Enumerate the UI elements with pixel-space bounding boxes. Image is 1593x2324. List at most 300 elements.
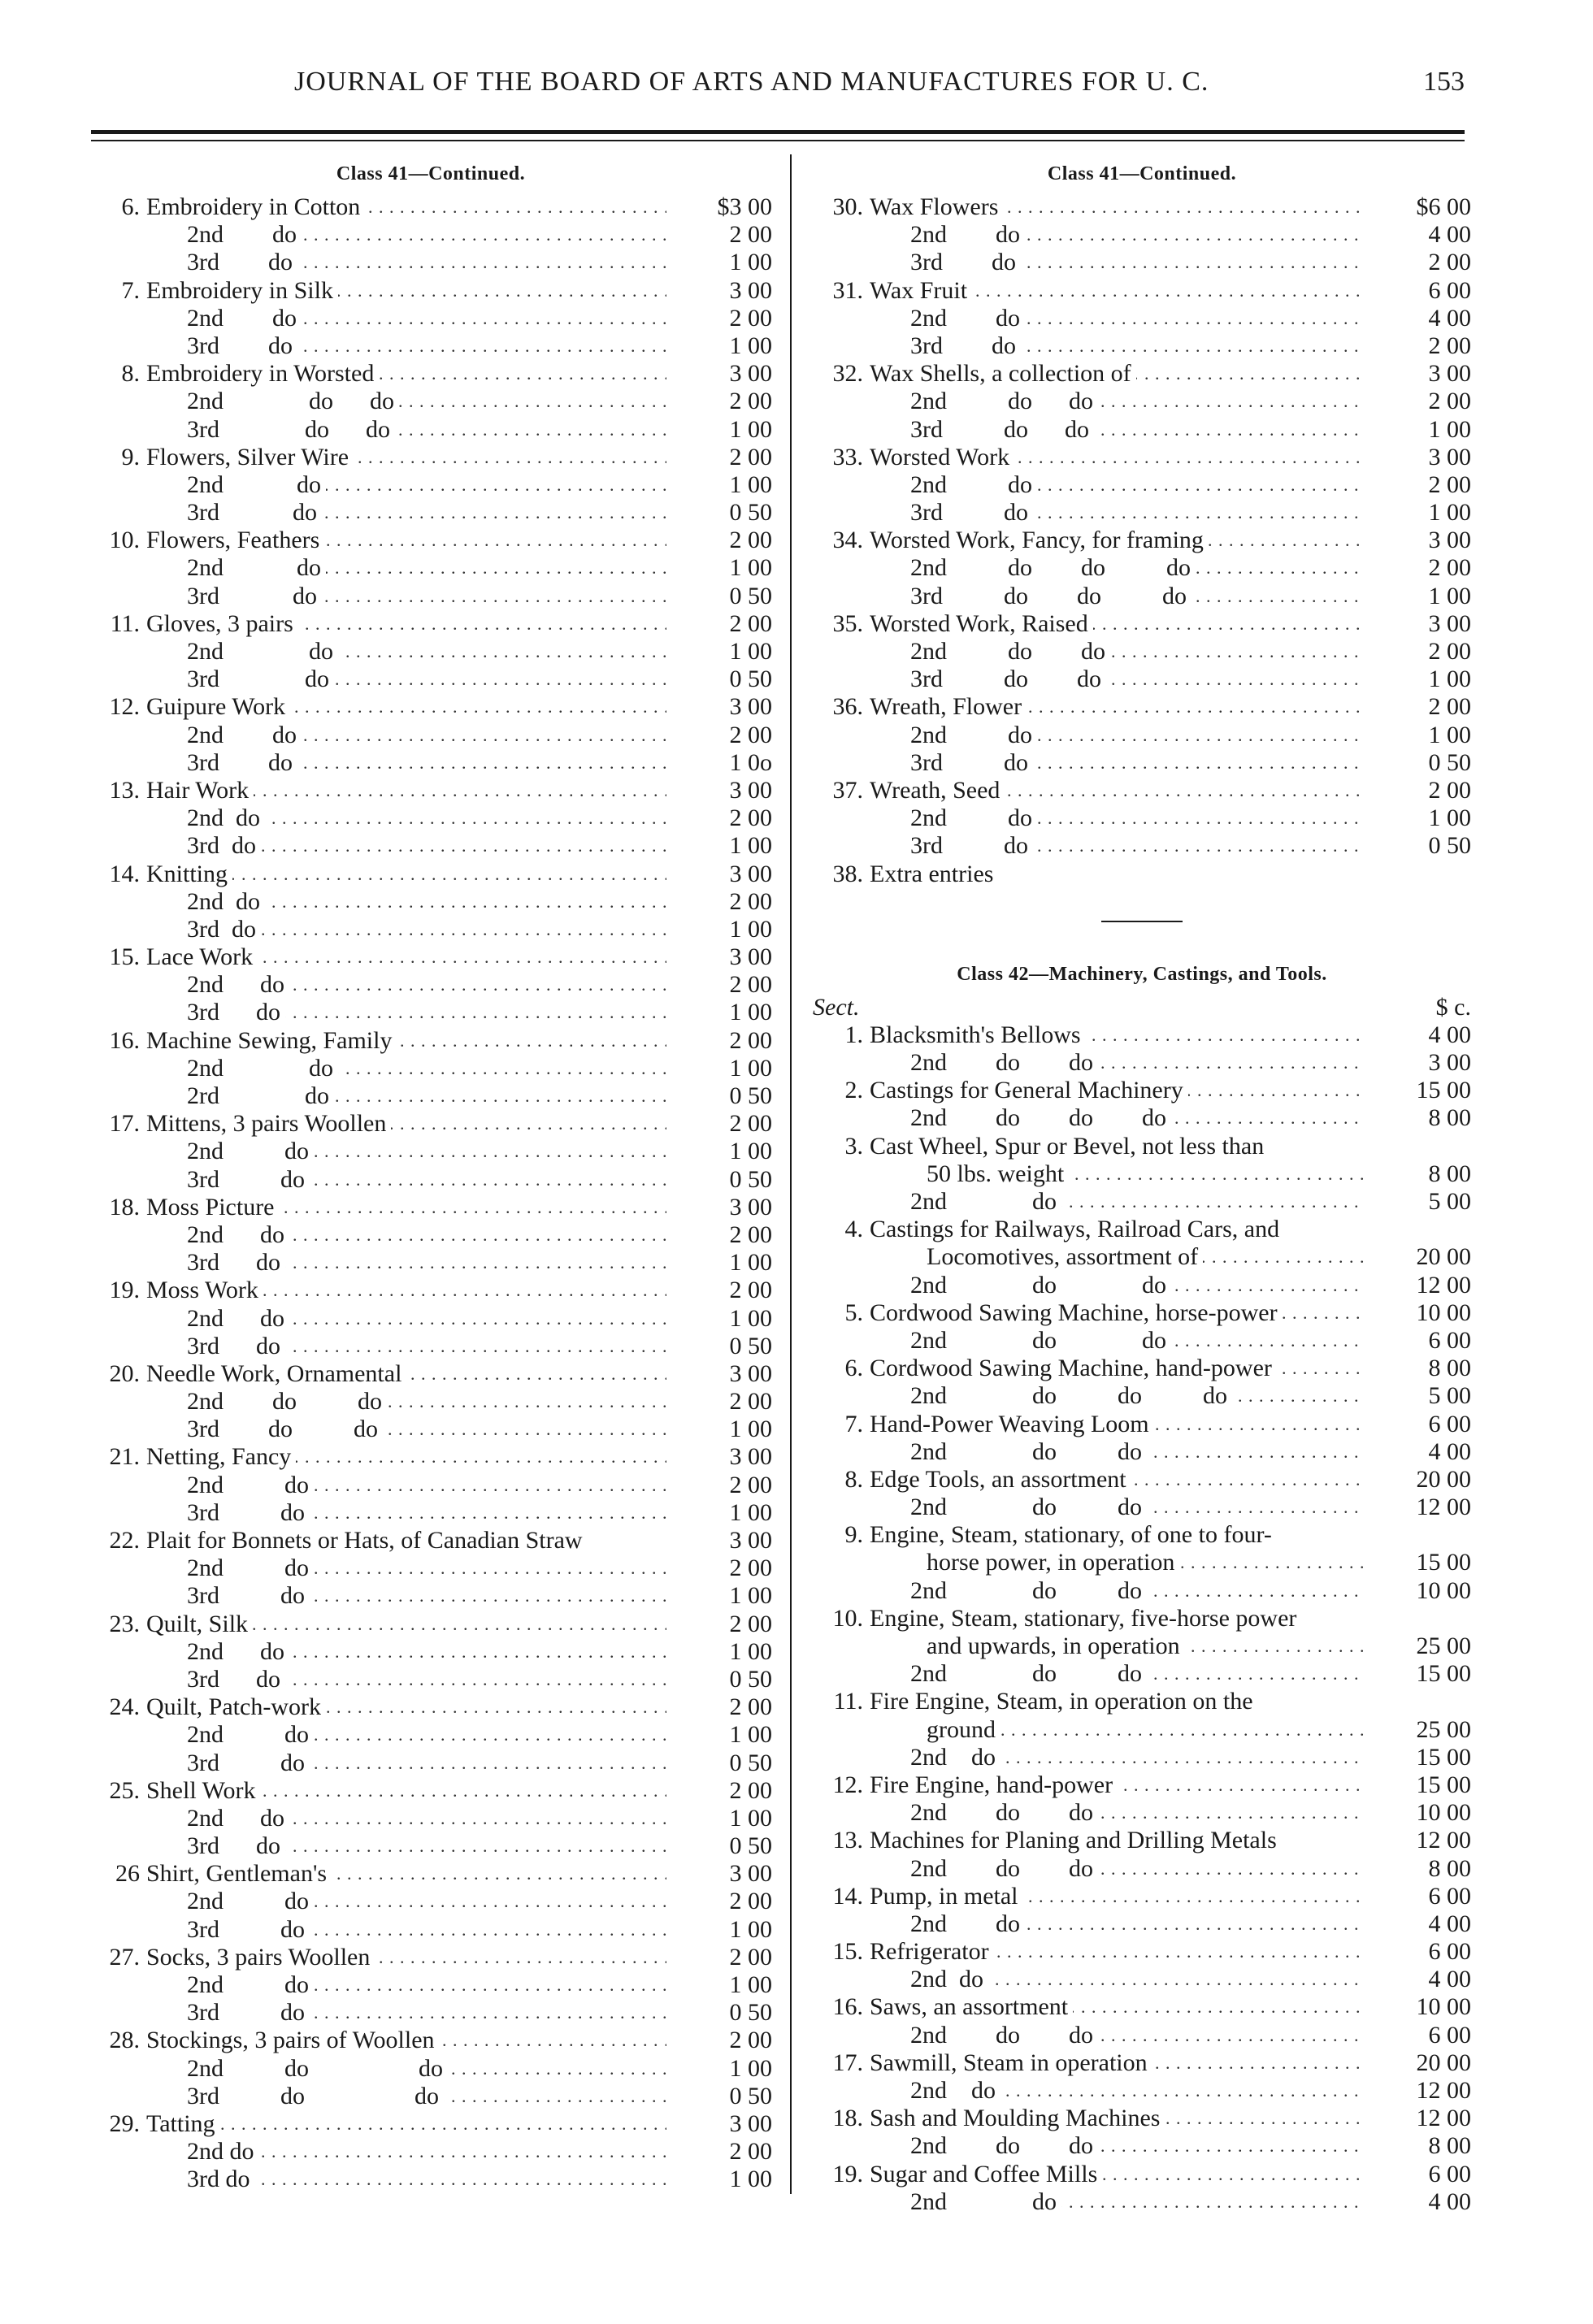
entry-number: 38. (832, 860, 863, 887)
prize-sub-row (813, 666, 1471, 693)
entry-label: 2nd do (187, 221, 302, 248)
entry-number: 26 (115, 1860, 140, 1888)
prize-sub-row (89, 1472, 772, 1499)
prize-amount: 1 00 (729, 1582, 772, 1610)
prize-sub-row (813, 1966, 1471, 1993)
prize-amount: 0 50 (1428, 832, 1471, 860)
prize-amount: 2 00 (1428, 470, 1471, 498)
entry-label: Sawmill, Steam in operation (870, 2049, 1152, 2076)
entry-label: 2nd do do (910, 1438, 1147, 1465)
list-item (813, 360, 1471, 388)
entry-label: Shell Work (146, 1777, 261, 1804)
entry-label: 2nd do do (910, 1855, 1098, 1882)
prize-amount: 1 00 (729, 999, 772, 1026)
entry-label: 3rd do do (910, 416, 1094, 443)
prize-sub-row (89, 471, 772, 499)
prize-amount: 1 00 (729, 2054, 772, 2082)
entry-label: Embroidery in Worsted (146, 360, 379, 387)
list-item (813, 193, 1471, 221)
entry-label: Engine, Steam, stationary, of one to four- (870, 1521, 1277, 1548)
prize-sub-row (89, 1221, 772, 1249)
prize-sub-row (89, 1999, 772, 2027)
prize-amount: 2 00 (729, 1554, 772, 1582)
entry-label: 2nd do (187, 1638, 289, 1665)
prize-amount: 8 00 (1428, 1355, 1471, 1382)
prize-amount: 3 00 (729, 693, 772, 721)
prize-amount: 2 00 (729, 1693, 772, 1721)
entry-continuation (813, 1549, 1471, 1576)
page-number: 153 (1423, 67, 1465, 97)
left-column (89, 154, 772, 2194)
entry-label: Quilt, Silk (146, 1611, 253, 1637)
entry-label: 2nd do do (910, 1799, 1098, 1826)
list-item (89, 360, 772, 388)
prize-sub-row (813, 221, 1471, 249)
entry-number: 18. (832, 2105, 863, 2132)
prize-sub-row (89, 1333, 772, 1360)
entry-number: 24. (109, 1693, 140, 1721)
prize-sub-row (813, 638, 1471, 666)
prize-amount: 2 00 (729, 388, 772, 415)
prize-sub-row (89, 999, 772, 1026)
entry-number: 13. (832, 1827, 863, 1854)
prize-amount: 6 00 (1428, 2160, 1471, 2187)
entry-label: Hair Work (146, 777, 254, 804)
prize-sub-row (89, 249, 772, 276)
prize-sub-row (89, 638, 772, 666)
list-item (813, 277, 1471, 305)
entry-label: 2nd do (187, 1305, 289, 1332)
entry-number: 28. (109, 2027, 140, 2054)
prize-amount: 8 00 (1428, 1104, 1471, 1132)
list-item (813, 1021, 1471, 1049)
prize-amount: 2 00 (729, 971, 772, 999)
prize-sub-row (813, 1272, 1471, 1299)
list-item (813, 1827, 1471, 1854)
entry-label: Shirt, Gentleman's (146, 1860, 332, 1887)
entry-label: 3rd do (187, 1249, 285, 1276)
entry-label: horse power, in operation (927, 1549, 1179, 1576)
entry-label: 2nd do (910, 471, 1037, 498)
prize-sub-row (89, 583, 772, 610)
prize-sub-row (813, 1799, 1471, 1827)
entry-label: 3rd do (910, 749, 1033, 776)
entry-number: 19. (109, 1277, 140, 1304)
entry-label: 2nd do (910, 1910, 1025, 1937)
list-item (89, 1611, 772, 1638)
entry-label: Wreath, Flower (870, 693, 1027, 720)
column-divider (790, 154, 792, 2194)
entry-label: Wax Fruit (870, 277, 972, 304)
prize-sub-row (89, 722, 772, 749)
entry-label: Locomotives, assortment of (927, 1243, 1203, 1270)
entry-number: 12. (109, 693, 140, 721)
prize-amount: 20 00 (1416, 2049, 1471, 2076)
entry-label: 3rd do (910, 332, 1021, 359)
list-item (813, 1299, 1471, 1327)
entry-list (89, 193, 772, 2194)
prize-amount: 2 00 (729, 1888, 772, 1915)
prize-amount: 4 00 (1428, 304, 1471, 332)
class-heading: Class 42—Machinery, Castings, and Tools. (957, 963, 1327, 985)
prize-sub-row (813, 388, 1471, 415)
entry-label: 2nd do (187, 1888, 314, 1914)
prize-amount: 2 00 (1428, 388, 1471, 415)
entry-number: 32. (832, 360, 863, 388)
entry-label: 3rd do (187, 249, 297, 275)
prize-amount: 3 00 (729, 776, 772, 804)
entry-number: 14. (832, 1882, 863, 1910)
prize-amount: 6 00 (1428, 1410, 1471, 1437)
prize-amount: 3 00 (729, 276, 772, 304)
entry-label: 2nd do do (910, 388, 1098, 414)
entry-label: 2nd do do (910, 1660, 1147, 1687)
prize-sub-row (89, 971, 772, 999)
prize-amount: 1 00 (729, 332, 772, 359)
entry-number: 16. (832, 1993, 863, 2021)
entry-number: 9. (121, 443, 140, 470)
prize-amount: 3 00 (729, 1193, 772, 1221)
prize-amount: 2 00 (729, 527, 772, 554)
entry-label: Moss Picture (146, 1194, 280, 1221)
entry-label: Tatting (146, 2110, 220, 2137)
entry-label: 3rd do do (910, 666, 1106, 692)
prize-sub-row (89, 888, 772, 916)
list-item (813, 693, 1471, 721)
prize-amount: 10 00 (1416, 1299, 1471, 1326)
prize-amount: 2 00 (1428, 332, 1471, 359)
entry-label: 2nd do (187, 305, 302, 332)
entry-label: 3rd do (187, 832, 261, 859)
entry-label: Machine Sewing, Family (146, 1027, 397, 1054)
entry-label: 2nd do do (910, 2132, 1098, 2159)
entry-number: 7. (121, 276, 140, 304)
entry-label: Cordwood Sawing Machine, hand-power (870, 1355, 1277, 1381)
prize-amount: 3 00 (729, 1860, 772, 1888)
entry-label: 3rd do (187, 999, 285, 1025)
entry-label: 2nd do (187, 804, 265, 831)
prize-sub-row (813, 1327, 1471, 1355)
list-item (89, 943, 772, 971)
entry-label: 3rd do (187, 1166, 310, 1193)
list-item (813, 527, 1471, 554)
list-item (89, 1777, 772, 1805)
entry-number: 27. (109, 1943, 140, 1971)
entry-label: 2nd do (187, 1472, 314, 1498)
entry-label: 2nd do (187, 554, 326, 581)
entry-label: 2nd do (910, 2188, 1061, 2215)
entry-label: Worsted Work, Fancy, for framing (870, 527, 1209, 553)
entry-label: 3rd do (187, 1582, 310, 1609)
entry-label: 2rd do (187, 1082, 334, 1109)
entry-number: 10. (109, 527, 140, 554)
prize-amount: 0 50 (729, 1749, 772, 1776)
prize-amount: 1 00 (729, 1804, 772, 1832)
prize-sub-row (89, 1666, 772, 1693)
prize-sub-row (89, 1166, 772, 1194)
prize-sub-row (89, 1249, 772, 1277)
entry-number: 1. (844, 1021, 863, 1048)
entry-number: 6. (844, 1355, 863, 1382)
prize-sub-row (89, 916, 772, 943)
entry-label: 3rd do do do (910, 583, 1191, 609)
prize-amount: 1 00 (729, 1249, 772, 1277)
list-item (813, 1411, 1471, 1438)
entry-label: 2nd do do (910, 638, 1110, 665)
entry-label: 2nd do (187, 1221, 289, 1248)
entry-number: 12. (832, 1771, 863, 1798)
list-item (89, 1443, 772, 1471)
prize-amount: 1 00 (729, 1971, 772, 1998)
prize-sub-row (89, 2055, 772, 2083)
prize-amount: 0 50 (729, 666, 772, 693)
list-item (813, 1883, 1471, 1910)
prize-amount: 1 00 (729, 554, 772, 582)
prize-amount: 2 00 (729, 1221, 772, 1248)
entry-label: Guipure Work (146, 693, 290, 720)
prize-amount: 0 50 (729, 1332, 772, 1359)
prize-amount: 1 00 (729, 638, 772, 665)
entry-label: Sugar and Coffee Mills (870, 2161, 1102, 2187)
prize-amount: 1 00 (729, 1637, 772, 1665)
entry-label: Embroidery in Cotton (146, 193, 365, 220)
prize-amount: 3 00 (1428, 609, 1471, 637)
prize-sub-row (89, 1305, 772, 1333)
list-item (89, 861, 772, 888)
entry-number: 14. (109, 860, 140, 887)
entry-label: 2nd do (187, 888, 265, 915)
entry-label: 2nd do (187, 1055, 338, 1082)
entry-label: Machines for Planing and Drilling Metals (870, 1827, 1282, 1854)
prize-amount: 2 00 (1428, 554, 1471, 582)
prize-sub-row (813, 1188, 1471, 1216)
prize-amount: 1 00 (1428, 415, 1471, 443)
entry-label: 2nd do (910, 804, 1037, 831)
entry-continuation (813, 1716, 1471, 1744)
prize-sub-row (813, 1104, 1471, 1132)
header-rule-thin (91, 140, 1465, 141)
entry-number: 34. (832, 527, 863, 554)
list-item (89, 777, 772, 804)
prize-sub-row (89, 1638, 772, 1666)
prize-sub-row (89, 1055, 772, 1082)
entry-label: 2nd do (187, 638, 338, 665)
entry-label: Wax Flowers (870, 193, 1003, 220)
entry-label: 2nd do do (910, 1494, 1147, 1520)
entry-label: Flowers, Feathers (146, 527, 324, 553)
prize-sub-row (89, 832, 772, 860)
list-item (813, 1521, 1471, 1549)
entry-label: 3rd do (187, 1916, 310, 1943)
list-item (89, 1194, 772, 1221)
prize-amount: 2 00 (1428, 249, 1471, 276)
prize-amount: 10 00 (1416, 1993, 1471, 2021)
prize-sub-row (813, 1855, 1471, 1883)
list-item (89, 2027, 772, 2054)
list-item (89, 193, 772, 221)
prize-sub-row (89, 332, 772, 360)
prize-amount: 25 00 (1416, 1715, 1471, 1743)
entry-label: 2nd do do (910, 2022, 1098, 2049)
list-item (813, 1993, 1471, 2021)
prize-amount: 2 00 (729, 609, 772, 637)
prize-sub-row (813, 1744, 1471, 1771)
entry-number: 15. (109, 943, 140, 971)
entry-label: Engine, Steam, stationary, five-horse power (870, 1605, 1301, 1632)
prize-amount: 2 00 (729, 2027, 772, 2054)
entry-label: Gloves, 3 pairs (146, 610, 298, 637)
prize-sub-row (813, 2132, 1471, 2160)
prize-sub-row (813, 305, 1471, 332)
prize-amount: 2 00 (729, 2138, 772, 2166)
entry-number: 36. (832, 693, 863, 721)
prize-amount: 2 00 (729, 443, 772, 470)
list-item (89, 1110, 772, 1138)
prize-sub-row (89, 388, 772, 415)
entry-number: 5. (844, 1299, 863, 1326)
prize-sub-row (813, 583, 1471, 610)
prize-sub-row (89, 416, 772, 444)
prize-sub-row (89, 1721, 772, 1749)
entry-number: 29. (109, 2109, 140, 2137)
prize-sub-row (89, 1416, 772, 1443)
prize-amount: 15 00 (1416, 1549, 1471, 1576)
entry-label: 2nd do (187, 971, 289, 998)
prize-sub-row (89, 1832, 772, 1860)
list-item (89, 1360, 772, 1388)
prize-amount: 15 00 (1416, 1771, 1471, 1798)
list-item (89, 2110, 772, 2138)
entry-label: 2nd do (187, 1138, 314, 1164)
prize-amount: 2 00 (729, 804, 772, 832)
sect-label: Sect. (813, 993, 860, 1021)
entry-label: Plait for Bonnets or Hats, of Canadian Straw (146, 1527, 588, 1554)
entry-label: 2nd do do (187, 1388, 387, 1415)
entry-label: 3rd do (910, 499, 1033, 526)
list-item (813, 1605, 1471, 1632)
entry-label: 3rd do (187, 1832, 285, 1859)
prize-amount: 3 00 (729, 1359, 772, 1387)
prize-sub-row (89, 1888, 772, 1915)
entry-number: 25. (109, 1776, 140, 1804)
entry-label: Pump, in metal (870, 1883, 1023, 1910)
prize-sub-row (813, 749, 1471, 777)
entry-label: 2nd do (187, 722, 302, 748)
prize-sub-row (89, 2166, 772, 2193)
prize-sub-row (89, 2138, 772, 2166)
prize-amount: 0 50 (729, 1082, 772, 1109)
prize-sub-row (813, 1049, 1471, 1077)
entry-label: 3rd do (187, 1999, 310, 2026)
prize-amount: 6 00 (1428, 1882, 1471, 1910)
entry-label: Needle Work, Ornamental (146, 1360, 406, 1387)
prize-sub-row (89, 666, 772, 693)
prize-amount: 3 00 (729, 360, 772, 388)
entry-continuation (813, 1632, 1471, 1660)
list-item (813, 2105, 1471, 2132)
list-item (813, 1938, 1471, 1966)
entry-label: Castings for Railways, Railroad Cars, and (870, 1216, 1284, 1242)
list-item (813, 2161, 1471, 2188)
entry-label: Cast Wheel, Spur or Bevel, not less than (870, 1133, 1269, 1160)
prize-amount: 2 00 (729, 1943, 772, 1971)
prize-amount: 1 00 (729, 832, 772, 860)
list-item (89, 277, 772, 305)
prize-amount: 2 00 (1428, 693, 1471, 721)
prize-amount: 3 00 (1428, 1049, 1471, 1077)
entry-number: 11. (833, 1688, 863, 1715)
entry-label: 3rd do do (187, 1416, 383, 1442)
entry-number: 8. (844, 1465, 863, 1493)
prize-sub-row (89, 1138, 772, 1165)
prize-amount: 2 00 (729, 1776, 772, 1804)
entry-label: 3rd do (187, 2166, 255, 2192)
entry-label: 3rd do do (187, 416, 395, 443)
entry-number: 10. (832, 1604, 863, 1632)
entry-label: 3rd do (187, 916, 261, 943)
entry-continuation (813, 1243, 1471, 1271)
prize-amount: 1 00 (1428, 666, 1471, 693)
prize-amount: 3 00 (729, 943, 772, 971)
prize-amount: 15 00 (1416, 1660, 1471, 1688)
list-item (89, 1027, 772, 1055)
entry-number: 22. (109, 1527, 140, 1554)
list-item (813, 1771, 1471, 1799)
running-header (91, 67, 1465, 107)
prize-amount: 1 00 (729, 1416, 772, 1443)
prize-sub-row (813, 471, 1471, 499)
entry-label: Fire Engine, hand-power (870, 1771, 1118, 1798)
prize-amount: 10 00 (1416, 1799, 1471, 1827)
prize-amount: 12 00 (1416, 2105, 1471, 2132)
entry-number: 31. (832, 276, 863, 304)
prize-amount: 0 50 (729, 1999, 772, 2027)
prize-amount: 12 00 (1416, 1494, 1471, 1521)
prize-sub-row (89, 499, 772, 527)
prize-amount: 2 00 (729, 721, 772, 748)
entry-label: Extra entries (870, 861, 998, 887)
prize-sub-row (813, 1660, 1471, 1688)
prize-amount: 5 00 (1428, 1382, 1471, 1410)
prize-sub-row (89, 1805, 772, 1832)
list-item (813, 2049, 1471, 2077)
prize-amount: 25 00 (1416, 1632, 1471, 1659)
list-item (89, 1693, 772, 1721)
prize-amount: 3 00 (1428, 443, 1471, 470)
prize-amount: 3 00 (729, 860, 772, 887)
entry-label: 3rd do do (187, 2083, 444, 2109)
list-item (813, 861, 1471, 888)
entry-label: Stockings, 3 pairs of Woollen (146, 2027, 440, 2053)
entry-label: 2nd do do (910, 1577, 1147, 1604)
entry-number: 7. (844, 1410, 863, 1437)
entry-label: 2nd do (910, 722, 1037, 748)
prize-sub-row (89, 554, 772, 582)
entry-label: 2nd do (187, 2138, 259, 2165)
prize-amount: 20 00 (1416, 1243, 1471, 1271)
prize-amount: 1 00 (729, 1915, 772, 1943)
prize-amount: 5 00 (1428, 1188, 1471, 1215)
prize-amount: 8 00 (1428, 1854, 1471, 1882)
class-heading: Class 41—Continued. (1047, 163, 1237, 184)
prize-amount: $3 00 (717, 193, 772, 220)
prize-amount: 15 00 (1416, 1077, 1471, 1104)
entry-number: 9. (844, 1521, 863, 1549)
entry-label: Fire Engine, Steam, in operation on the (870, 1688, 1258, 1715)
prize-amount: 3 00 (729, 1443, 772, 1471)
prize-sub-row (813, 332, 1471, 360)
entry-label: Worsted Work, Raised (870, 610, 1093, 637)
